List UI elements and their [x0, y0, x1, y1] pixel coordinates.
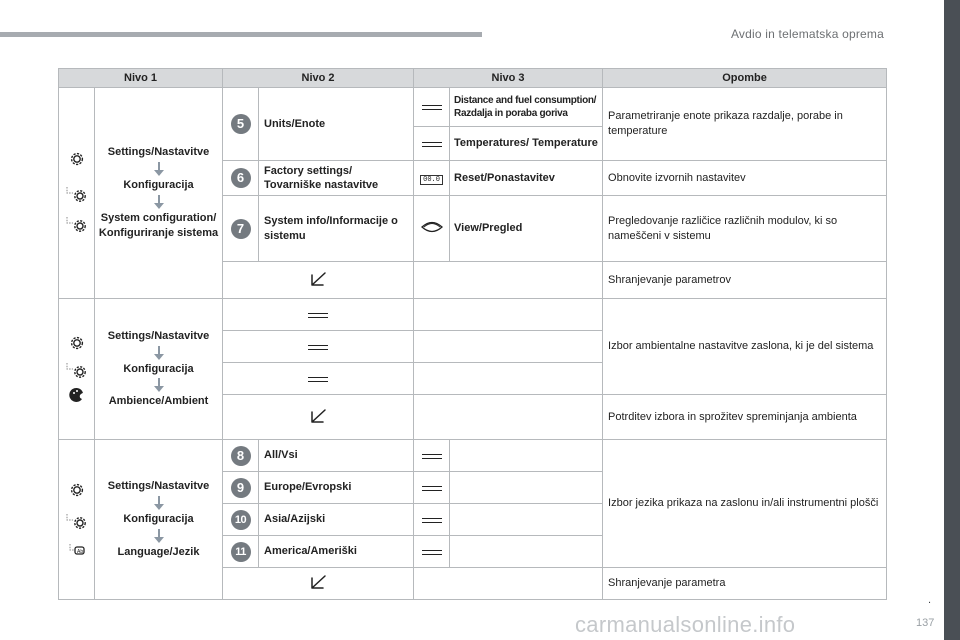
- level1-item: Ambience/Ambient: [108, 395, 209, 408]
- note-text: Parametriranje enote prikaza razdalje, porabe in temperature: [603, 88, 887, 161]
- note-text: Izbor ambientalne nastavitve zaslona, ki je del sistema: [603, 299, 887, 395]
- column-header: Nivo 3: [414, 69, 603, 88]
- table-row: [59, 88, 887, 127]
- option-bar-icon: [422, 550, 442, 555]
- level1-path: [95, 440, 223, 600]
- level2-label: Units/Enote: [259, 88, 414, 161]
- level2-label: System info/Informacije o sistemu: [259, 196, 414, 262]
- down-arrow-icon: [153, 529, 165, 543]
- settings-gear-icon: [69, 335, 85, 351]
- level1-item: Konfiguracija: [123, 362, 194, 375]
- note-text: Shranjevanje parametra: [603, 568, 887, 600]
- step-badge: 10: [231, 510, 251, 530]
- watermark: carmanualsonline.info: [575, 612, 796, 637]
- language-icon: [68, 542, 86, 558]
- option-bar-icon: [308, 377, 328, 382]
- note-text: Izbor jezika prikaza na zaslonu in/ali instrumentni plošči: [603, 440, 887, 568]
- down-arrow-icon: [153, 195, 165, 209]
- option-bar-icon: [422, 486, 442, 491]
- level1-item: Konfiguracija: [123, 513, 194, 526]
- level1-path: [95, 88, 223, 299]
- down-arrow-icon: [153, 346, 165, 360]
- level3-label: Distance and fuel consumption/ Razdalja in poraba goriva: [450, 88, 603, 127]
- level1-item: Language/Jezik: [117, 545, 200, 558]
- note-text: Pregledovanje različice različnih modulov, ki so nameščeni v sistemu: [603, 196, 887, 262]
- step-badge: 8: [231, 446, 251, 466]
- reset-counter-icon: 00.0: [420, 175, 443, 185]
- down-arrow-icon: [153, 162, 165, 176]
- note-text: Obnovite izvornih nastavitev: [603, 161, 887, 196]
- step-badge: 6: [231, 168, 251, 188]
- level1-icons: [59, 299, 95, 440]
- option-bar-icon: [422, 142, 442, 147]
- level2-label: Asia/Azijski: [259, 504, 414, 536]
- level2-label: All/Vsi: [259, 440, 414, 472]
- level1-item: Settings/Nastavitve: [107, 329, 210, 342]
- level1-item: Settings/Nastavitve: [107, 480, 210, 493]
- step-badge: 5: [231, 114, 251, 134]
- down-arrow-icon: [153, 378, 165, 392]
- column-header: Nivo 1: [59, 69, 223, 88]
- level1-path: [95, 299, 223, 440]
- column-header: Opombe: [603, 69, 887, 88]
- step-badge: 11: [231, 542, 251, 562]
- level2-label: Factory settings/ Tovarniške nastavitve: [259, 161, 414, 196]
- table-row: [59, 299, 887, 331]
- page-number: 137: [916, 617, 935, 629]
- level1-icons: [59, 440, 95, 600]
- system-gear-icon: [65, 215, 89, 235]
- option-bar-icon: [422, 454, 442, 459]
- level3-label: View/Pregled: [450, 196, 603, 262]
- svg-text:Ab: Ab: [76, 548, 83, 555]
- back-arrow-icon: [308, 271, 328, 287]
- palette-icon: [69, 387, 85, 403]
- option-bar-icon: [422, 518, 442, 523]
- level1-icons: [59, 88, 95, 299]
- option-bar-icon: [422, 105, 442, 110]
- option-bar-icon: [308, 313, 328, 318]
- settings-gear-icon: [69, 482, 85, 498]
- settings-table: [58, 68, 887, 600]
- level1-item: System configuration/ Konfiguriranje sistema: [98, 212, 219, 239]
- settings-gear-icon: [69, 151, 85, 167]
- level1-item: Konfiguracija: [123, 179, 194, 192]
- config-gear-icon: [65, 361, 89, 381]
- config-gear-icon: [65, 185, 89, 205]
- column-header: Nivo 2: [223, 69, 414, 88]
- level2-label: Europe/Evropski: [259, 472, 414, 504]
- section-title: Avdio in telematska oprema: [730, 27, 884, 41]
- note-text: Shranjevanje parametrov: [603, 262, 887, 299]
- back-arrow-icon: [308, 574, 328, 590]
- page-marker: .: [928, 594, 932, 606]
- level3-label: Reset/Ponastavitev: [450, 161, 603, 196]
- config-gear-icon: [65, 512, 89, 532]
- level2-label: America/Ameriški: [259, 536, 414, 568]
- level1-item: Settings/Nastavitve: [107, 146, 210, 159]
- level3-label: Temperatures/ Temperature: [450, 127, 603, 161]
- page-edge-bar: [944, 0, 960, 640]
- header-rule: [0, 32, 482, 37]
- down-arrow-icon: [153, 496, 165, 510]
- note-text: Potrditev izbora in sprožitev spreminjanja ambienta: [603, 395, 887, 440]
- eye-icon: [421, 221, 443, 233]
- back-arrow-icon: [308, 408, 328, 424]
- step-badge: 9: [231, 478, 251, 498]
- step-badge: 7: [231, 219, 251, 239]
- option-bar-icon: [308, 345, 328, 350]
- table-row: [59, 440, 887, 472]
- table-header-row: [59, 69, 887, 88]
